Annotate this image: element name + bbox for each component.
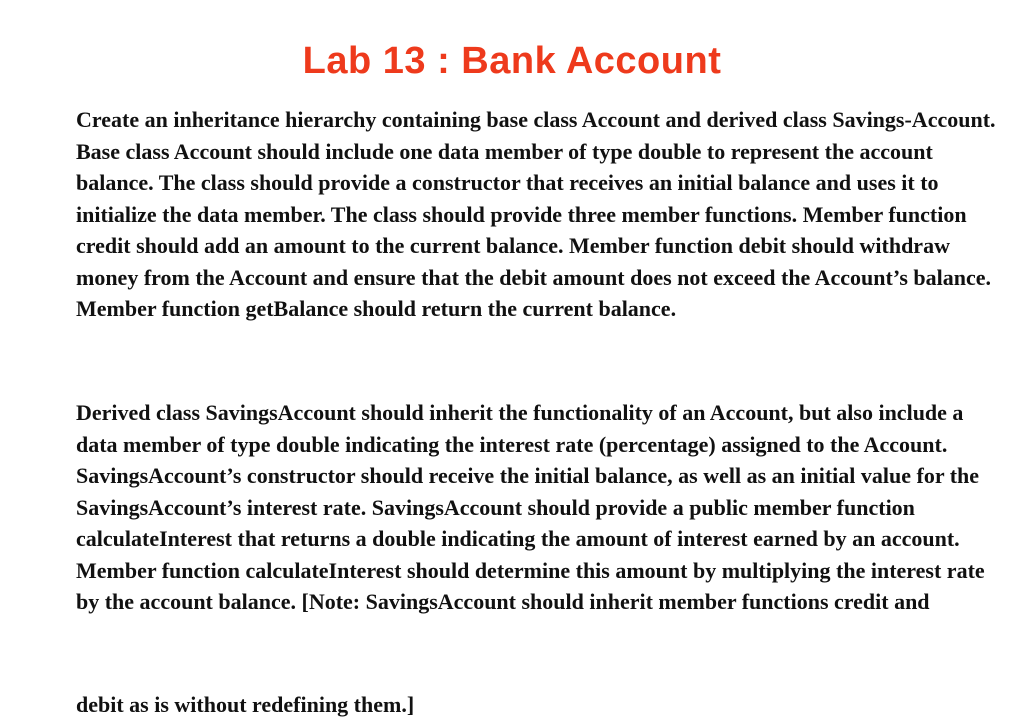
paragraph-savings-account-description: Derived class SavingsAccount should inherit the functionality of an Account, but also include a data member of type double indicating the interest rate (percentage) assigned to the Account. SavingsAccount’s constructor should receive the initial balance, as well as an initial value for the SavingsAccount’s interest rate. SavingsAccount should provide a public member function calculateInterest that returns a double indicating the amount of interest earned by an account. Member function calculateInterest should determine this amount by multiplying the interest rate by the account balance. [Note: SavingsAccount should inherit member functions credit and xyxy=(76,400,985,614)
paragraph-note-continuation: debit as is without redefining them.] xyxy=(76,692,415,717)
paragraph-account-description: Create an inheritance hierarchy containing base class Account and derived class Savings-Account. Base class Account should include one data member of type double to represent the account balance. The class should provide a constructor that receives an initial balance and uses it to initialize the data member. The class should provide three member functions. Member function credit should add an amount to the current balance. Member function debit should withdraw money from the Account and ensure that the debit amount does not exceed the Account’s balance. Member function getBalance should return the current balance. xyxy=(76,107,996,321)
page-title: Lab 13 : Bank Account xyxy=(302,40,722,82)
